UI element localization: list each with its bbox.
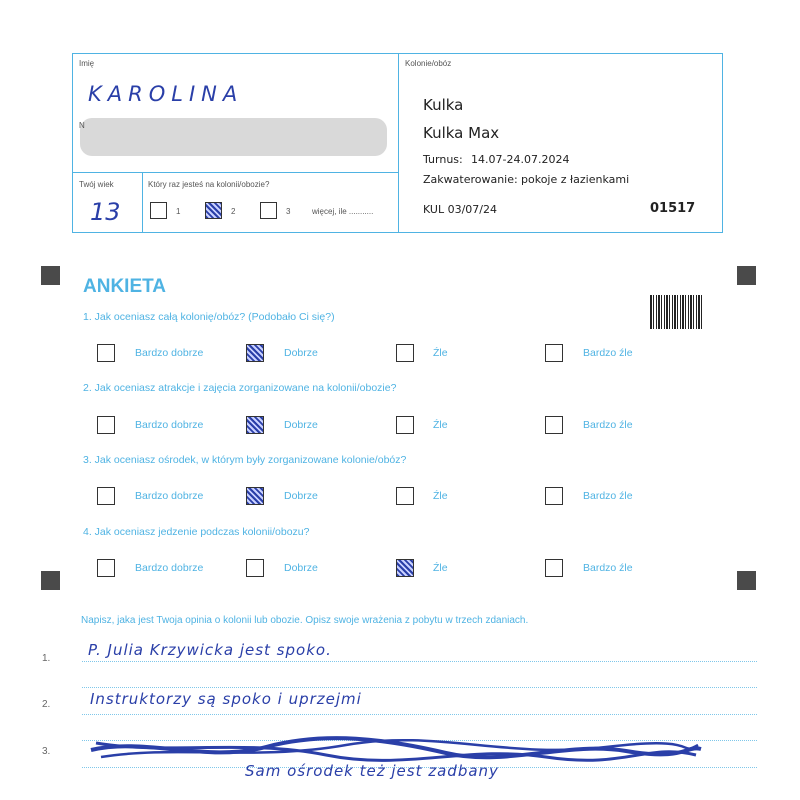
question-2: 2. Jak oceniasz atrakcje i zajęcia zorganizowane na kolonii/obozie? [83,382,397,394]
age-label: Twój wiek [79,180,114,189]
turnus-value: 14.07-24.07.2024 [471,153,570,166]
opinion-prompt: Napisz, jaka jest Twoja opinia o kolonii lub obozie. Opisz swoje wrażenia z pobytu w trzech zdaniach. [81,615,529,626]
line-number: 3. [42,746,51,757]
answer-option-label: Bardzo źle [583,490,633,502]
opinion-line-1[interactable]: P. Julia Krzywicka jest spoko. [88,641,332,659]
registration-marker [737,266,756,285]
header-divider [398,53,399,233]
answer-option-label: Źle [433,490,448,502]
answer-option-label: Bardzo dobrze [135,419,204,431]
answer-option-label: Bardzo dobrze [135,490,204,502]
times-checkbox-3[interactable] [260,202,277,219]
line-number: 2. [42,699,51,710]
answer-checkbox[interactable] [97,559,115,577]
answer-option-label: Bardzo dobrze [135,562,204,574]
survey-title: ANKIETA [83,276,167,297]
answer-option-label: Bardzo źle [583,562,633,574]
question-1: 1. Jak oceniasz całą kolonię/obóz? (Podobało Ci się?) [83,311,335,323]
age-divider [142,172,143,233]
dotted-line [82,714,757,715]
answer-checkbox[interactable] [97,416,115,434]
opinion-line-3[interactable]: Sam ośrodek też jest zadbany [245,762,499,780]
camp-label: Kolonie/obóz [405,59,452,68]
camp-subname: Kulka Max [423,124,500,142]
times-option-2: 2 [231,207,236,216]
lodging-value: pokoje z łazienkami [521,173,630,186]
times-checkbox-2[interactable] [205,202,222,219]
answer-option-label: Dobrze [284,347,318,359]
answer-checkbox[interactable] [246,344,264,362]
answer-checkbox[interactable] [97,487,115,505]
answer-checkbox[interactable] [97,344,115,362]
answer-checkbox[interactable] [246,559,264,577]
answer-checkbox[interactable] [396,559,414,577]
age-value[interactable]: 13 [90,198,121,226]
registration-marker [41,571,60,590]
times-checkbox-1[interactable] [150,202,167,219]
surname-label-fragment: N [79,121,85,130]
answer-checkbox[interactable] [545,487,563,505]
registration-marker [737,571,756,590]
barcode [650,295,704,329]
answer-checkbox[interactable] [545,559,563,577]
line-number: 1. [42,653,51,664]
times-more: więcej, ile ........... [312,207,374,216]
camp-name: Kulka [423,96,464,114]
answer-option-label: Dobrze [284,419,318,431]
answer-option-label: Bardzo źle [583,347,633,359]
answer-checkbox[interactable] [246,487,264,505]
header-row-divider [72,172,399,173]
camp-code: KUL 03/07/24 [423,203,497,216]
question-4: 4. Jak oceniasz jedzenie podczas kolonii/obozu? [83,526,310,538]
answer-checkbox[interactable] [396,344,414,362]
times-option-1: 1 [176,207,181,216]
answer-checkbox[interactable] [396,487,414,505]
times-label: Który raz jesteś na kolonii/obozie? [148,180,270,189]
times-option-3: 3 [286,207,291,216]
redacted-surname [80,118,387,156]
dotted-line [82,687,757,688]
answer-option-label: Źle [433,419,448,431]
answer-option-label: Źle [433,347,448,359]
lodging-label: Zakwaterowanie: [423,173,518,186]
dotted-line [82,661,757,662]
answer-option-label: Dobrze [284,562,318,574]
answer-option-label: Dobrze [284,490,318,502]
registration-marker [41,266,60,285]
answer-checkbox[interactable] [545,344,563,362]
turnus-label: Turnus: [423,153,463,166]
name-label: Imię [79,59,95,68]
answer-option-label: Źle [433,562,448,574]
answer-checkbox[interactable] [545,416,563,434]
crossed-out-text [86,735,706,765]
answer-checkbox[interactable] [396,416,414,434]
answer-option-label: Bardzo źle [583,419,633,431]
name-value[interactable]: KAROLINA [88,82,244,106]
opinion-line-2[interactable]: Instruktorzy są spoko i uprzejmi [90,690,362,708]
answer-option-label: Bardzo dobrze [135,347,204,359]
question-3: 3. Jak oceniasz ośrodek, w którym były zorganizowane kolonie/obóz? [83,454,407,466]
answer-checkbox[interactable] [246,416,264,434]
form-number: 01517 [650,201,696,216]
